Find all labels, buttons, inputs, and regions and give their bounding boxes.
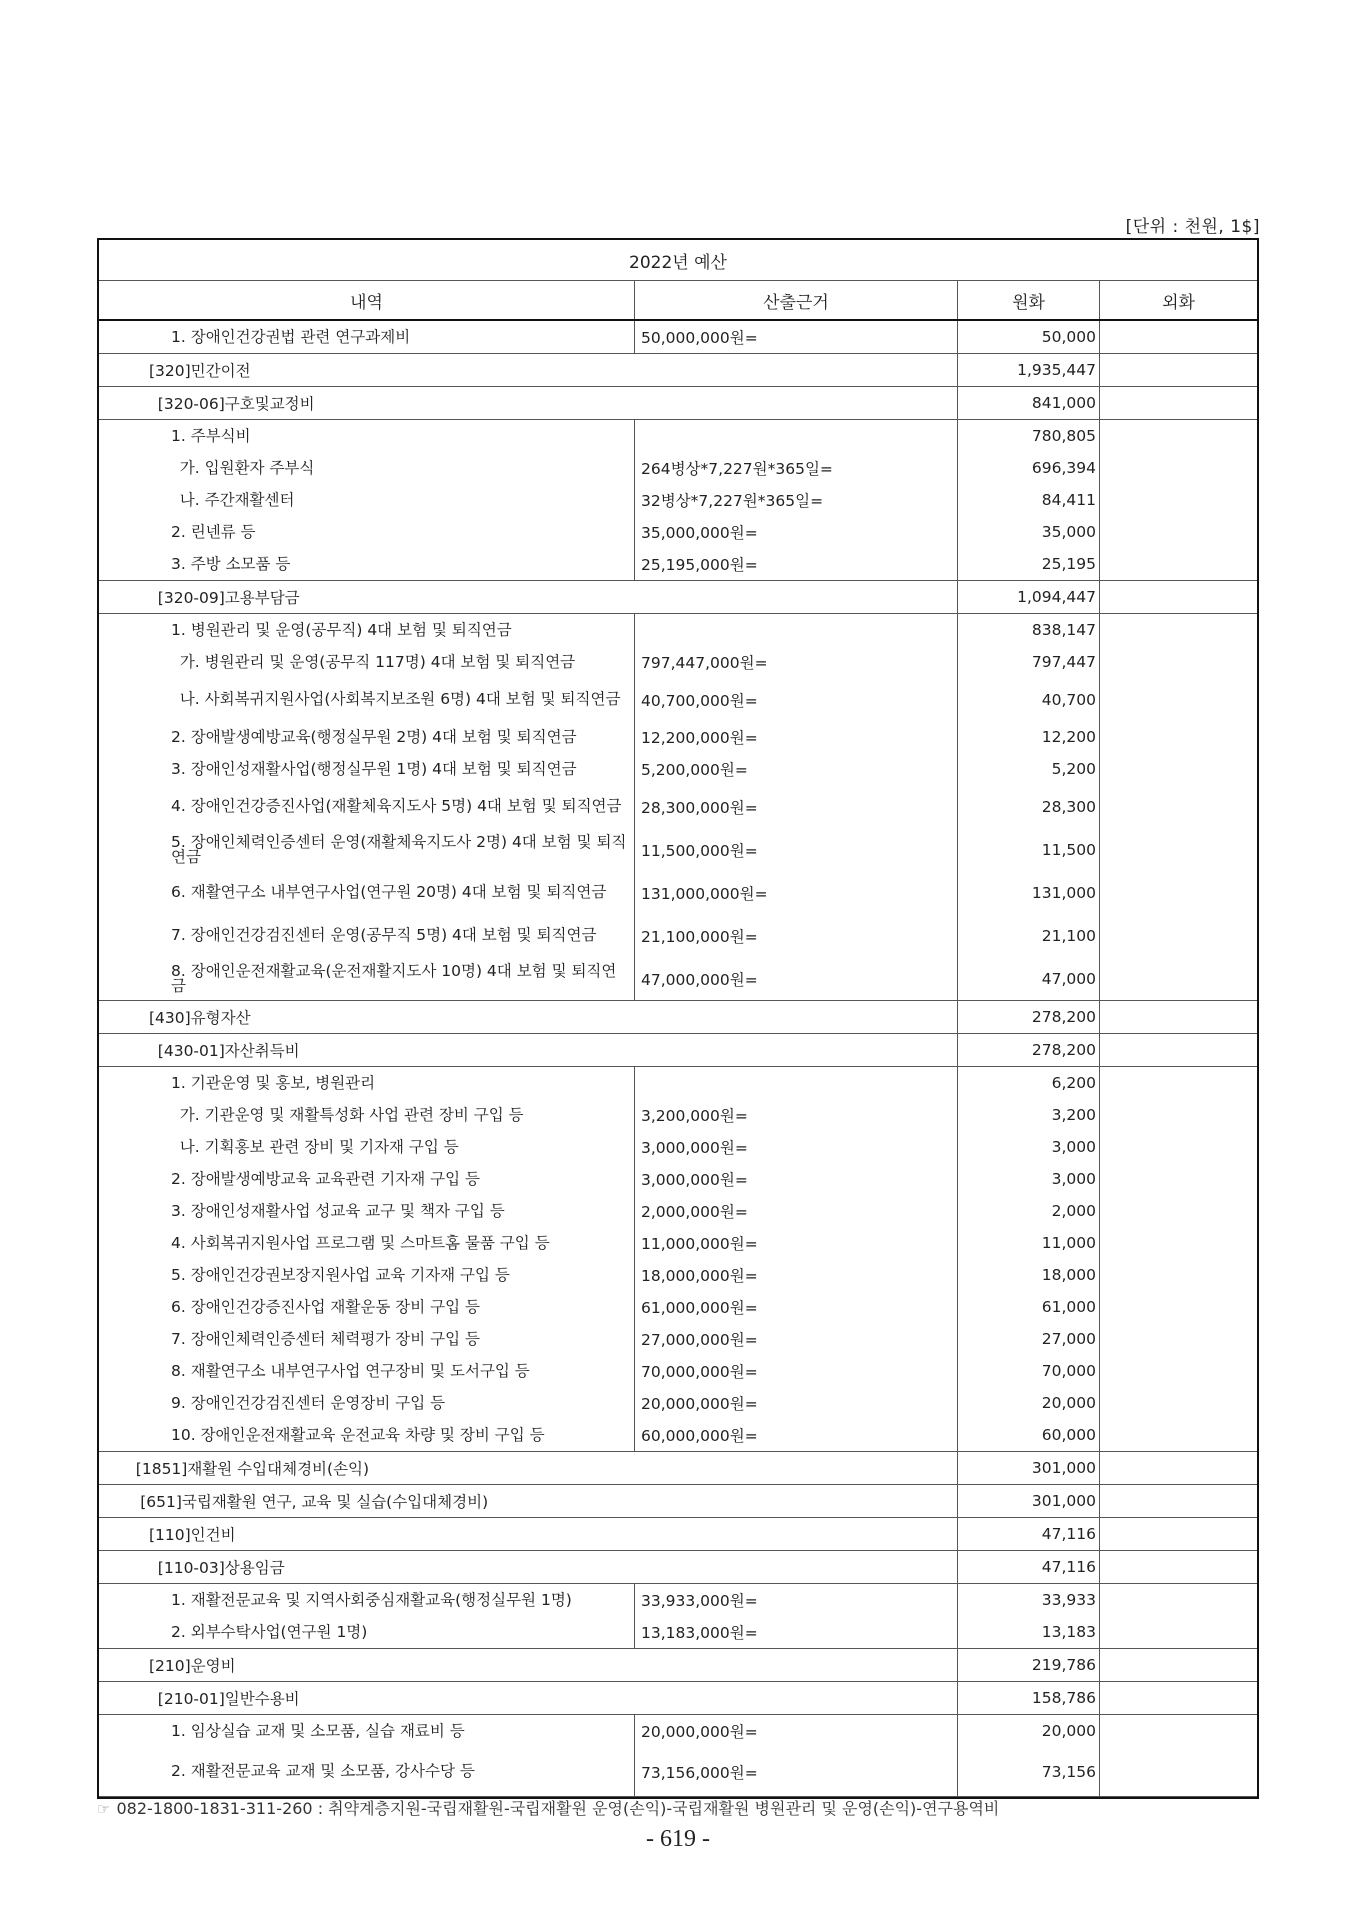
item-block-col-foreign — [1100, 1715, 1257, 1796]
item-block-col-krw — [958, 420, 1100, 580]
item-description: 나. 주간재활센터 — [179, 490, 295, 509]
item-description: 1. 주부식비 — [171, 426, 251, 445]
item-block-col-foreign — [1100, 420, 1257, 580]
section-foreign-amount — [1100, 1485, 1257, 1517]
item-krw-amount: 60,000 — [1041, 1426, 1096, 1444]
item-krw-amount: 3,000 — [1051, 1138, 1096, 1156]
item-calculation-basis — [635, 420, 957, 452]
section-krw-amount: 1,935,447 — [958, 354, 1100, 386]
item-foreign-amount — [1100, 1259, 1257, 1291]
header-krw: 원화 — [958, 281, 1100, 319]
item-foreign-amount — [1100, 721, 1257, 753]
item-krw-amount: 696,394 — [1031, 459, 1096, 477]
item-foreign-amount — [1100, 1163, 1257, 1195]
item-block-col-desc — [99, 614, 635, 1000]
section-label: [110]인건비 — [99, 1518, 958, 1550]
item-block — [99, 1715, 1257, 1797]
item-block-col-foreign — [1100, 614, 1257, 1000]
item-block — [99, 614, 1257, 1001]
section-row — [99, 1518, 1257, 1551]
item-krw-amount: 18,000 — [1041, 1266, 1096, 1284]
item-description: 6. 재활연구소 내부연구사업(연구원 20명) 4대 보험 및 퇴직연금 — [171, 883, 607, 901]
item-calculation-basis: 28,300,000원= — [641, 798, 758, 817]
item-description: 7. 장애인건강검진센터 운영(공무직 5명) 4대 보험 및 퇴직연금 — [171, 926, 597, 944]
item-description: 1. 기관운영 및 홍보, 병원관리 — [171, 1073, 376, 1092]
item-calculation-basis: 70,000,000원= — [641, 1363, 758, 1381]
section-row — [99, 1682, 1257, 1715]
item-block-col-basis — [635, 420, 958, 580]
budget-code-footer — [97, 1796, 999, 1819]
item-block-col-basis — [635, 614, 958, 1000]
item-calculation-basis: 18,000,000원= — [641, 1267, 758, 1285]
section-krw-amount: 278,200 — [958, 1034, 1100, 1066]
section-krw-amount: 841,000 — [958, 387, 1100, 419]
item-krw-amount: 11,000 — [1041, 1234, 1096, 1252]
section-krw-amount: 47,116 — [958, 1518, 1100, 1550]
item-block-col-basis — [635, 1584, 958, 1648]
section-row — [99, 1001, 1257, 1034]
item-krw-amount: 84,411 — [1041, 491, 1096, 509]
item-description: 8. 재활연구소 내부연구사업 연구장비 및 도서구입 등 — [171, 1361, 530, 1380]
item-krw-amount: 28,300 — [1041, 797, 1096, 816]
section-foreign-amount — [1100, 1001, 1257, 1033]
item-calculation-basis: 61,000,000원= — [641, 1299, 758, 1317]
item-description: 4. 사회복귀지원사업 프로그램 및 스마트홈 물품 구입 등 — [171, 1233, 550, 1252]
item-description: 3. 주방 소모품 등 — [171, 554, 291, 573]
item-block-col-krw — [958, 321, 1100, 353]
item-foreign-amount — [1100, 321, 1257, 353]
section-foreign-amount — [1100, 1034, 1257, 1066]
item-description: 2. 린넨류 등 — [171, 522, 256, 541]
item-block-col-foreign — [1100, 321, 1257, 353]
item-foreign-amount — [1100, 753, 1257, 785]
item-description: 3. 장애인성재활사업(행정실무원 1명) 4대 보험 및 퇴직연금 — [171, 759, 577, 778]
item-foreign-amount — [1100, 1747, 1257, 1796]
section-label: [110-03]상용임금 — [99, 1551, 958, 1583]
item-krw-amount: 21,100 — [1041, 926, 1096, 945]
section-krw-amount: 47,116 — [958, 1551, 1100, 1583]
section-foreign-amount — [1100, 1452, 1257, 1484]
item-calculation-basis: 33,933,000원= — [641, 1592, 758, 1610]
page-number: - 619 - — [646, 1826, 710, 1852]
table-body — [99, 321, 1257, 1797]
item-description: 1. 임상실습 교재 및 소모품, 실습 재료비 등 — [171, 1721, 465, 1740]
item-krw-amount: 2,000 — [1051, 1202, 1096, 1220]
section-foreign-amount — [1100, 1551, 1257, 1583]
item-foreign-amount — [1100, 1323, 1257, 1355]
section-label: [430]유형자산 — [99, 1001, 958, 1033]
item-calculation-basis: 25,195,000원= — [641, 556, 758, 574]
section-krw-amount: 301,000 — [958, 1452, 1100, 1484]
item-description: 5. 장애인체력인증센터 운영(재활체육지도사 2명) 4대 보험 및 퇴직연금 — [171, 832, 627, 866]
section-krw-amount: 278,200 — [958, 1001, 1100, 1033]
item-krw-amount: 20,000 — [1041, 1722, 1096, 1740]
item-description: 가. 병원관리 및 운영(공무직 117명) 4대 보험 및 퇴직연금 — [179, 652, 576, 671]
item-krw-amount: 780,805 — [1031, 427, 1096, 445]
item-description: 7. 장애인체력인증센터 체력평가 장비 구입 등 — [171, 1329, 480, 1348]
item-foreign-amount — [1100, 1067, 1257, 1099]
item-foreign-amount — [1100, 828, 1257, 871]
section-label: [320]민간이전 — [99, 354, 958, 386]
item-description: 6. 장애인건강증진사업 재활운동 장비 구입 등 — [171, 1297, 480, 1316]
item-foreign-amount — [1100, 1291, 1257, 1323]
item-calculation-basis: 27,000,000원= — [641, 1331, 758, 1349]
item-description: 가. 입원환자 주부식 — [179, 458, 315, 477]
item-krw-amount: 131,000 — [1031, 883, 1096, 902]
item-krw-amount: 12,200 — [1041, 728, 1096, 746]
item-calculation-basis: 20,000,000원= — [641, 1395, 758, 1413]
section-row — [99, 387, 1257, 420]
item-block-col-basis — [635, 1715, 958, 1796]
item-block-col-desc — [99, 1584, 635, 1648]
item-krw-amount: 6,200 — [1051, 1074, 1096, 1092]
item-block-col-krw — [958, 1715, 1100, 1796]
item-description: 2. 장애발생예방교육(행정실무원 2명) 4대 보험 및 퇴직연금 — [171, 727, 577, 746]
item-foreign-amount — [1100, 420, 1257, 452]
section-label: [210]운영비 — [99, 1649, 958, 1681]
item-calculation-basis: 2,000,000원= — [641, 1203, 748, 1221]
item-calculation-basis: 5,200,000원= — [641, 761, 748, 779]
item-foreign-amount — [1100, 1355, 1257, 1387]
item-foreign-amount — [1100, 871, 1257, 914]
item-calculation-basis: 797,447,000원= — [641, 654, 768, 672]
item-description: 1. 재활전문교육 및 지역사회중심재활교육(행정실무원 1명) — [171, 1590, 572, 1609]
item-krw-amount: 797,447 — [1031, 653, 1096, 671]
item-calculation-basis: 3,200,000원= — [641, 1107, 748, 1125]
item-description: 1. 병원관리 및 운영(공무직) 4대 보험 및 퇴직연금 — [171, 620, 512, 639]
item-calculation-basis: 60,000,000원= — [641, 1427, 758, 1445]
item-krw-amount: 838,147 — [1031, 621, 1096, 639]
section-foreign-amount — [1100, 387, 1257, 419]
item-block — [99, 1067, 1257, 1452]
item-block — [99, 321, 1257, 354]
item-foreign-amount — [1100, 1131, 1257, 1163]
item-calculation-basis: 50,000,000원= — [641, 329, 758, 347]
item-calculation-basis: 11,500,000원= — [641, 841, 758, 860]
item-calculation-basis: 131,000,000원= — [641, 884, 768, 903]
section-foreign-amount — [1100, 354, 1257, 386]
item-calculation-basis: 11,000,000원= — [641, 1235, 758, 1253]
section-row — [99, 354, 1257, 387]
item-description: 1. 장애인건강권법 관련 연구과제비 — [171, 327, 411, 346]
item-krw-amount: 5,200 — [1051, 760, 1096, 778]
section-foreign-amount — [1100, 1518, 1257, 1550]
item-foreign-amount — [1100, 678, 1257, 721]
item-block-col-foreign — [1100, 1584, 1257, 1648]
item-foreign-amount — [1100, 1387, 1257, 1419]
item-foreign-amount — [1100, 1227, 1257, 1259]
item-description: 나. 기획홍보 관련 장비 및 기자재 구입 등 — [179, 1137, 459, 1156]
item-krw-amount: 20,000 — [1041, 1394, 1096, 1412]
section-foreign-amount — [1100, 1649, 1257, 1681]
item-block-col-desc — [99, 1715, 635, 1796]
section-foreign-amount — [1100, 581, 1257, 613]
item-foreign-amount — [1100, 957, 1257, 1000]
item-block-col-desc — [99, 420, 635, 580]
item-block-col-krw — [958, 1067, 1100, 1451]
item-foreign-amount — [1100, 1715, 1257, 1747]
table-header — [99, 281, 1257, 321]
section-row — [99, 1485, 1257, 1518]
budget-code-text: 082-1800-1831-311-260 : 취약계층지원-국립재활원-국립재활원 운영(손익)-국립재활원 병원관리 및 운영(손익)-연구용역비 — [116, 1799, 1000, 1818]
section-row — [99, 1649, 1257, 1682]
item-foreign-amount — [1100, 914, 1257, 957]
item-foreign-amount — [1100, 1584, 1257, 1616]
item-block-col-krw — [958, 1584, 1100, 1648]
item-calculation-basis: 47,000,000원= — [641, 970, 758, 989]
item-krw-amount: 25,195 — [1041, 555, 1096, 573]
section-row — [99, 1034, 1257, 1067]
section-krw-amount: 301,000 — [958, 1485, 1100, 1517]
item-foreign-amount — [1100, 452, 1257, 484]
item-foreign-amount — [1100, 614, 1257, 646]
item-block — [99, 1584, 1257, 1649]
item-krw-amount: 3,200 — [1051, 1106, 1096, 1124]
item-krw-amount: 61,000 — [1041, 1298, 1096, 1316]
item-block-col-desc — [99, 321, 635, 353]
item-calculation-basis: 73,156,000원= — [641, 1763, 758, 1782]
item-krw-amount: 73,156 — [1041, 1762, 1096, 1781]
item-calculation-basis: 12,200,000원= — [641, 729, 758, 747]
section-foreign-amount — [1100, 1682, 1257, 1714]
item-block-col-basis — [635, 1067, 958, 1451]
item-description: 4. 장애인건강증진사업(재활체육지도사 5명) 4대 보험 및 퇴직연금 — [171, 797, 622, 815]
item-foreign-amount — [1100, 516, 1257, 548]
item-description: 2. 외부수탁사업(연구원 1명) — [171, 1622, 368, 1641]
item-block-col-desc — [99, 1067, 635, 1451]
item-description: 나. 사회복귀지원사업(사회복지보조원 6명) 4대 보험 및 퇴직연금 — [179, 690, 621, 708]
section-row — [99, 1452, 1257, 1485]
item-krw-amount: 27,000 — [1041, 1330, 1096, 1348]
header-desc: 내역 — [99, 281, 635, 319]
section-krw-amount: 158,786 — [958, 1682, 1100, 1714]
item-calculation-basis: 35,000,000원= — [641, 524, 758, 542]
item-block-col-krw — [958, 614, 1100, 1000]
item-description: 5. 장애인건강권보장지원사업 교육 기자재 구입 등 — [171, 1265, 510, 1284]
item-foreign-amount — [1100, 484, 1257, 516]
table-title: 2022년 예산 — [99, 240, 1257, 281]
item-calculation-basis: 32병상*7,227원*365일= — [641, 492, 824, 510]
item-foreign-amount — [1100, 785, 1257, 828]
item-krw-amount: 13,183 — [1041, 1623, 1096, 1641]
unit-label: [단위 : 천원, 1$] — [1125, 217, 1260, 237]
section-krw-amount: 1,094,447 — [958, 581, 1100, 613]
item-calculation-basis: 13,183,000원= — [641, 1624, 758, 1642]
budget-table — [97, 238, 1259, 1799]
item-foreign-amount — [1100, 1616, 1257, 1648]
item-krw-amount: 33,933 — [1041, 1591, 1096, 1609]
item-krw-amount: 3,000 — [1051, 1170, 1096, 1188]
section-label: [430-01]자산취득비 — [99, 1034, 958, 1066]
item-krw-amount: 47,000 — [1041, 969, 1096, 988]
item-krw-amount: 40,700 — [1041, 690, 1096, 709]
section-row — [99, 1551, 1257, 1584]
item-description: 3. 장애인성재활사업 성교육 교구 및 책자 구입 등 — [171, 1201, 505, 1220]
item-krw-amount: 70,000 — [1041, 1362, 1096, 1380]
item-krw-amount: 35,000 — [1041, 523, 1096, 541]
item-foreign-amount — [1100, 1195, 1257, 1227]
section-label: [651]국립재활원 연구, 교육 및 실습(수입대체경비) — [99, 1485, 958, 1517]
item-calculation-basis: 21,100,000원= — [641, 927, 758, 946]
section-label: [1851]재활원 수입대체경비(손익) — [99, 1452, 958, 1484]
item-foreign-amount — [1100, 1419, 1257, 1451]
item-krw-amount: 50,000 — [1041, 328, 1096, 346]
item-calculation-basis: 20,000,000원= — [641, 1723, 758, 1741]
item-block-col-basis — [635, 321, 958, 353]
item-description: 가. 기관운영 및 재활특성화 사업 관련 장비 구입 등 — [179, 1105, 524, 1124]
item-foreign-amount — [1100, 646, 1257, 678]
item-krw-amount: 11,500 — [1041, 840, 1096, 859]
section-krw-amount: 219,786 — [958, 1649, 1100, 1681]
pointing-hand-icon: ☞ — [97, 1800, 111, 1818]
header-foreign: 외화 — [1162, 292, 1195, 313]
item-calculation-basis — [635, 1067, 957, 1099]
item-description: 10. 장애인운전재활교육 운전교육 차량 및 장비 구입 등 — [171, 1425, 545, 1444]
item-calculation-basis: 3,000,000원= — [641, 1171, 748, 1189]
section-label: [320-06]구호및교정비 — [99, 387, 958, 419]
item-block-col-foreign — [1100, 1067, 1257, 1451]
item-calculation-basis: 264병상*7,227원*365일= — [641, 460, 833, 478]
section-row — [99, 581, 1257, 614]
item-description: 2. 재활전문교육 교재 및 소모품, 강사수당 등 — [171, 1762, 475, 1780]
section-label: [210-01]일반수용비 — [99, 1682, 958, 1714]
item-description: 9. 장애인건강검진센터 운영장비 구입 등 — [171, 1393, 446, 1412]
header-basis: 산출근거 — [635, 281, 958, 319]
item-calculation-basis — [635, 614, 957, 646]
item-calculation-basis: 40,700,000원= — [641, 691, 758, 710]
item-foreign-amount — [1100, 548, 1257, 580]
item-description: 8. 장애인운전재활교육(운전재활지도사 10명) 4대 보험 및 퇴직연금 — [171, 961, 617, 995]
section-label: [320-09]고용부담금 — [99, 581, 958, 613]
item-description: 2. 장애발생예방교육 교육관련 기자재 구입 등 — [171, 1169, 480, 1188]
item-foreign-amount — [1100, 1099, 1257, 1131]
item-block — [99, 420, 1257, 581]
item-calculation-basis: 3,000,000원= — [641, 1139, 748, 1157]
